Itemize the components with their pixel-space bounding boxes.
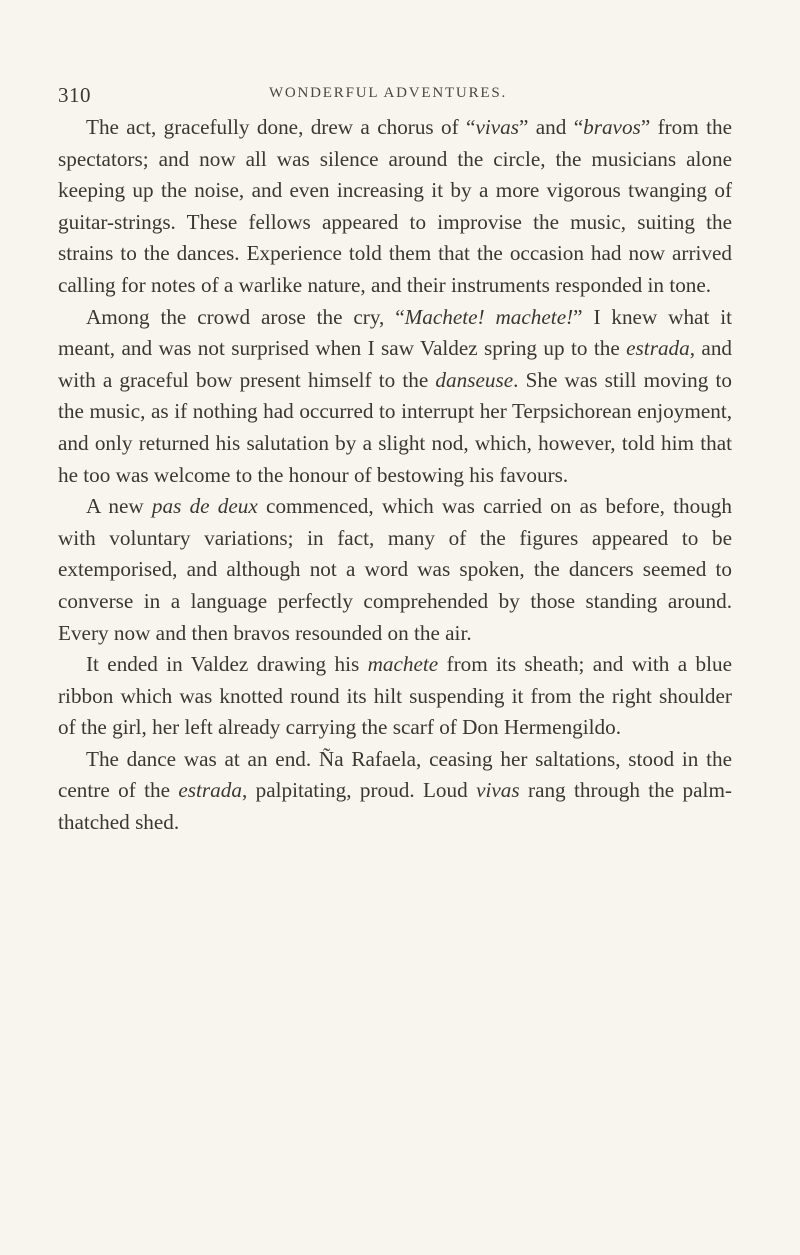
running-title: WONDERFUL ADVENTURES. (268, 85, 508, 101)
page-number: 310 (58, 83, 91, 107)
paragraph (58, 491, 732, 649)
italic-text: estrada (178, 778, 242, 803)
italic-text: danseuse (435, 367, 514, 392)
italic-text: machete (367, 652, 439, 677)
text-run: , palpitating, proud. Loud (241, 778, 477, 803)
text-run: The dance was at an end. Ña Rafaela, ceasing her saltations, stood in the centre of the (58, 746, 732, 803)
text-run: Among the crowd arose the cry, “ (86, 304, 405, 329)
text-run: rang through the palm-thatched shed. (58, 778, 732, 835)
italic-text: vivas (475, 115, 519, 139)
text-run: The act, gracefully done, drew a chorus of “ (86, 115, 476, 139)
text-run: ” and “ (519, 115, 584, 139)
paragraph (58, 744, 732, 839)
text-run: ” I knew what it meant, and was not surprised when I saw Valdez spring up to the (58, 304, 732, 361)
text-run: ” from the spectators; and now all was silence around the circle, the musicians alone keeping up the noise, and even increasing it by a more vigorous twanging of guitar-strings. These fellows appeared to improvise the music, suiting the strains to the dances. Experience told them that the occasion had now arrived calling for notes of a warlike nature, and their instruments responded in tone. (58, 115, 732, 297)
text-run: from its sheath; and with a blue ribbon which was knotted round its hilt suspending it from the right shoulder of the girl, her left already carrying the scarf of Don Hermengildo. (58, 652, 732, 740)
paragraph (58, 112, 732, 302)
text-run: A new (86, 494, 152, 519)
text-run: commenced, which was carried on as before, though with voluntary variations; in fact, many of the figures appeared to be extemporised, and although not a word was spoken, the dancers seemed to converse in a language perfectly comprehended by those standing around. Every now and then bravos resounded on the air. (58, 494, 732, 645)
paragraph (58, 649, 732, 744)
page-header (58, 83, 718, 107)
italic-text: pas de deux (151, 494, 258, 519)
italic-text: vivas (476, 778, 520, 803)
italic-text: estrada (626, 336, 690, 361)
text-run: It ended in Valdez drawing his (86, 652, 368, 677)
body-text (58, 112, 732, 839)
paragraph (58, 302, 732, 492)
italic-text: bravos (583, 115, 641, 139)
text-run: . She was still moving to the music, as if nothing had occurred to interrupt her Terpsichorean enjoyment, and only returned his salutation by a slight nod, which, however, told him that he too was welcome to the honour of bestowing his favours. (58, 367, 732, 487)
text-run: , and with a graceful bow present himself to the (58, 336, 733, 392)
italic-text: Machete! machete! (404, 304, 574, 329)
